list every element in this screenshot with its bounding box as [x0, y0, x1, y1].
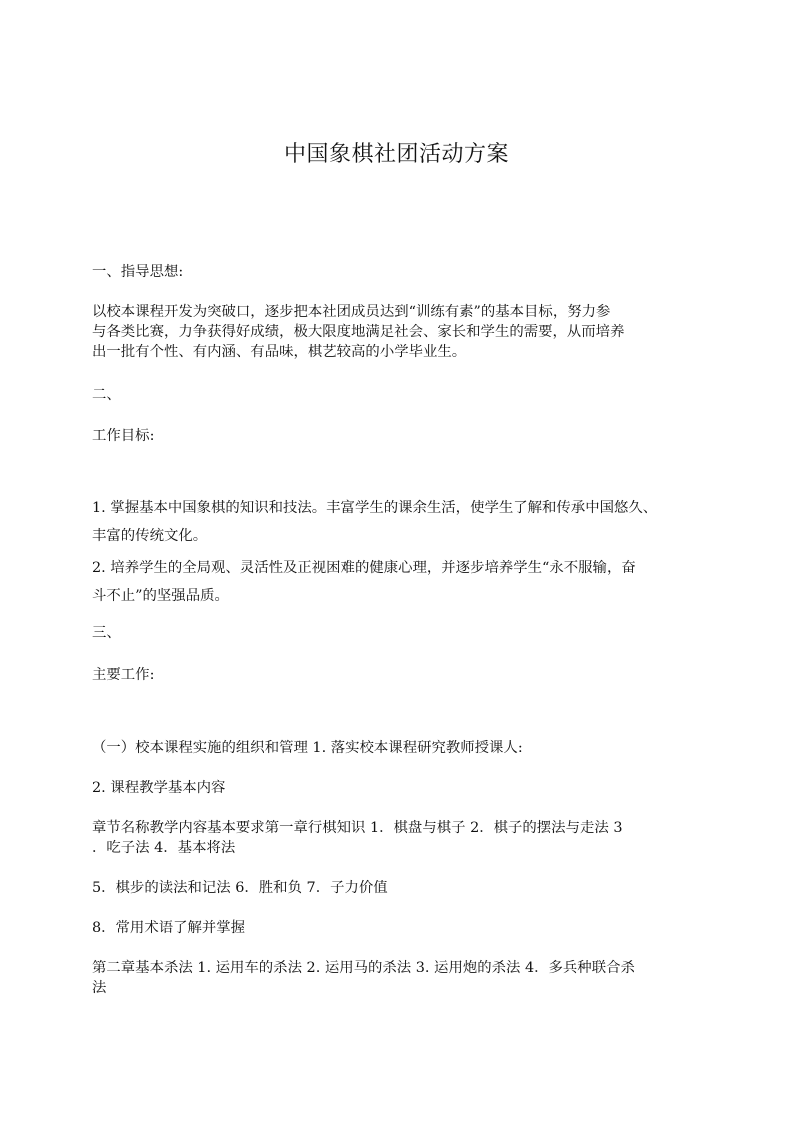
document-title: 中国象棋社团活动方案 [283, 142, 509, 167]
goal2-paragraph [92, 554, 722, 610]
paragraph-line: 以校本课程开发为突破口，逐步把本社团成员达到“训练有素”的基本目标，努力参 [92, 304, 611, 320]
paragraph-line: 第二章基本杀法 1. 运用车的杀法 2. 运用马的杀法 3. 运用炮的杀法 4．多兵种联合杀 [92, 960, 635, 976]
chapter2-paragraph [92, 958, 722, 998]
work-item-2: 2. 课程教学基本内容 [92, 780, 226, 796]
paragraph-line: ．吃子法 4．基本将法 [92, 840, 236, 856]
chapter1-paragraph [92, 818, 722, 858]
section1-heading: 一、指导思想: [92, 264, 184, 280]
work-item-1: （一）校本课程实施的组织和管理 1. 落实校本课程研究教师授课人: [92, 740, 523, 756]
paragraph-line: 与各类比赛，力争获得好成绩，极大限度地满足社会、家长和学生的需要，从而培养 [92, 324, 625, 340]
paragraph-line: 2. 培养学生的全局观、灵活性及正视困难的健康心理，并逐步培养学生“永不服输，奋 [92, 560, 636, 576]
paragraph-line: 法 [92, 980, 107, 996]
paragraph-line: 斗不止”的坚强品质。 [92, 588, 229, 604]
chapter1-continued: 5．棋步的读法和记法 6．胜和负 7．子力价值 [92, 880, 388, 896]
section2-heading: 工作目标: [92, 428, 155, 444]
goal1-paragraph [92, 494, 722, 550]
paragraph-line: 1. 掌握基本中国象棋的知识和技法。丰富学生的课余生活，使学生了解和传承中国悠久、 [92, 500, 658, 516]
chapter1-end: 8．常用术语了解并掌握 [92, 920, 246, 936]
paragraph-line: 丰富的传统文化。 [92, 528, 208, 544]
section3-heading: 主要工作: [92, 667, 155, 683]
paragraph-line: 出一批有个性、有内涵、有品味，棋艺较高的小学毕业生。 [92, 344, 467, 360]
section1-paragraph [92, 302, 722, 362]
section2-number: 二、 [92, 387, 121, 403]
paragraph-line: 章节名称教学内容基本要求第一章行棋知识 1．棋盘与棋子 2．棋子的摆法与走法 3 [92, 820, 623, 836]
section3-number: 三、 [92, 625, 121, 641]
